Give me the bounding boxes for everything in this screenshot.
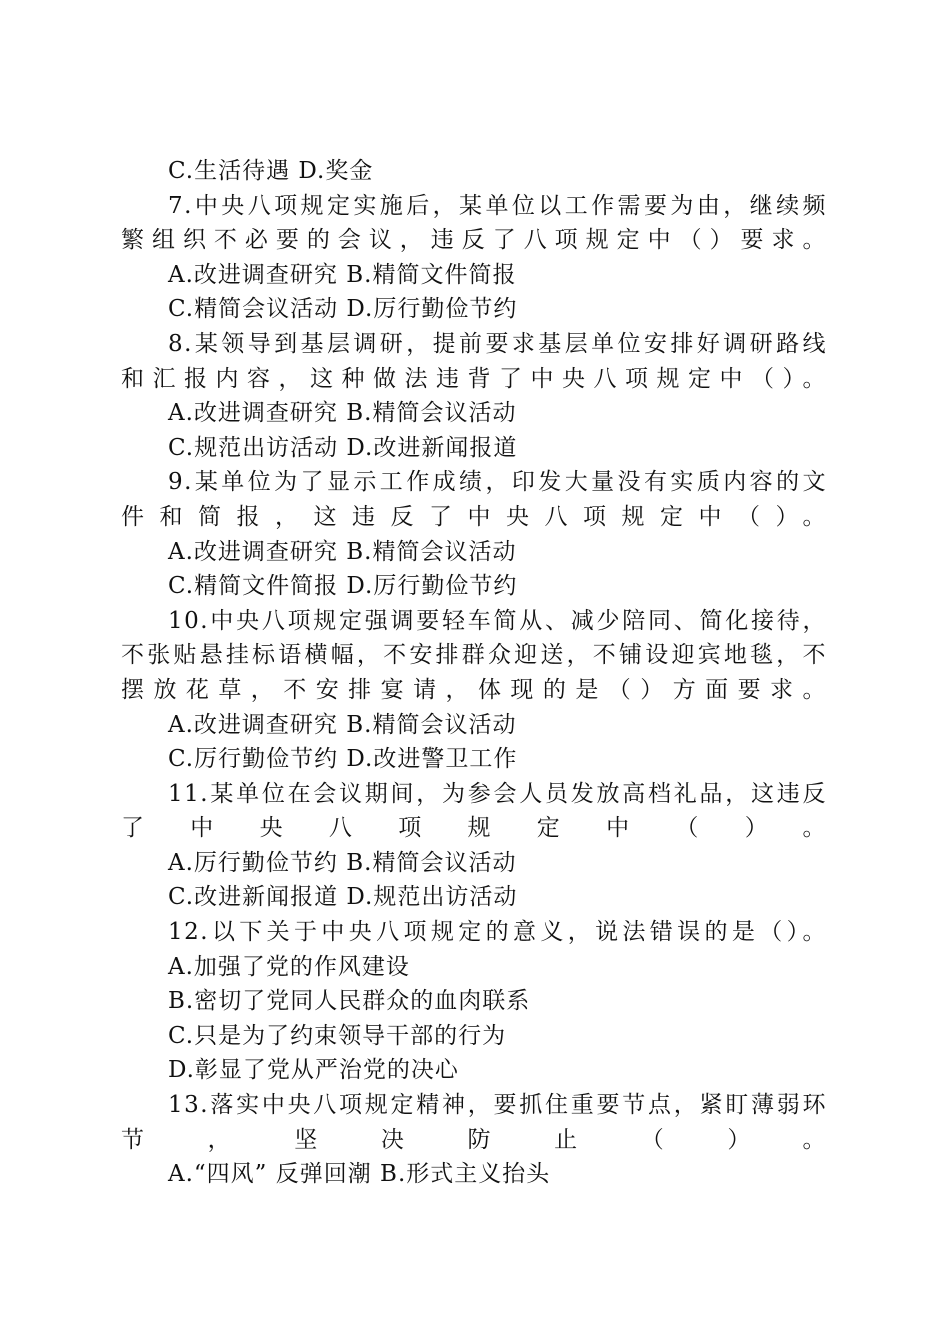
question-12-option-d: D.彰显了党从严治党的决心 bbox=[168, 1057, 459, 1084]
question-8-option-ab: A.改进调查研究 B.精简会议活动 bbox=[168, 400, 517, 427]
question-11-line-2: 了中央八项规定中（）。 bbox=[121, 815, 827, 842]
question-12-option-b: B.密切了党同人民群众的血肉联系 bbox=[168, 988, 531, 1015]
question-7-line-2: 繁组织不必要的会议，违反了八项规定中（）要求。 bbox=[121, 227, 827, 254]
question-8-option-cd: C.规范出访活动 D.改进新闻报道 bbox=[168, 434, 518, 461]
question-10-option-ab: A.改进调查研究 B.精简会议活动 bbox=[168, 711, 517, 738]
question-12-line-1: 12.以下关于中央八项规定的意义，说法错误的是（）。 bbox=[168, 919, 827, 946]
question-11-line-1: 11.某单位在会议期间，为参会人员发放高档礼品，这违反 bbox=[168, 780, 827, 807]
question-10-line-2: 不张贴悬挂标语横幅，不安排群众迎送，不铺设迎宾地毯，不 bbox=[121, 642, 827, 669]
question-9-option-ab: A.改进调查研究 B.精简会议活动 bbox=[168, 538, 517, 565]
question-12-option-c: C.只是为了约束领导干部的行为 bbox=[168, 1022, 507, 1049]
question-9-line-2: 件和简报，这违反了中央八项规定中（）。 bbox=[121, 503, 827, 530]
question-13-line-1: 13.落实中央八项规定精神，要抓住重要节点，紧盯薄弱环 bbox=[168, 1092, 827, 1119]
question-7-line-1: 7.中央八项规定实施后，某单位以工作需要为由，继续频 bbox=[168, 192, 827, 219]
question-10-option-cd: C.厉行勤俭节约 D.改进警卫工作 bbox=[168, 746, 518, 773]
question-10-line-3: 摆放花草，不安排宴请，体现的是（）方面要求。 bbox=[121, 676, 827, 703]
question-11-option-ab: A.厉行勤俭节约 B.精简会议活动 bbox=[168, 849, 517, 876]
question-8-line-1: 8.某领导到基层调研，提前要求基层单位安排好调研路线 bbox=[168, 330, 827, 357]
question-9-option-cd: C.精简文件简报 D.厉行勤俭节约 bbox=[168, 573, 518, 600]
question-9-line-1: 9.某单位为了显示工作成绩，印发大量没有实质内容的文 bbox=[168, 469, 827, 496]
question-8-line-2: 和汇报内容，这种做法违背了中央八项规定中（）。 bbox=[121, 365, 827, 392]
question-13-line-2: 节，坚决防止（）。 bbox=[121, 1126, 827, 1153]
question-12-option-a: A.加强了党的作风建设 bbox=[168, 953, 410, 980]
document-page bbox=[121, 154, 827, 1192]
question-10-line-1: 10.中央八项规定强调要轻车简从、减少陪同、简化接待， bbox=[168, 607, 827, 634]
question-11-option-cd: C.改进新闻报道 D.规范出访活动 bbox=[168, 884, 518, 911]
option-line: C.生活待遇 D.奖金 bbox=[168, 158, 374, 184]
question-7-option-cd: C.精简会议活动 D.厉行勤俭节约 bbox=[168, 296, 518, 323]
question-13-option-ab: A.“四风” 反弹回潮 B.形式主义抬头 bbox=[168, 1161, 551, 1188]
question-7-option-ab: A.改进调查研究 B.精简文件简报 bbox=[168, 261, 517, 288]
